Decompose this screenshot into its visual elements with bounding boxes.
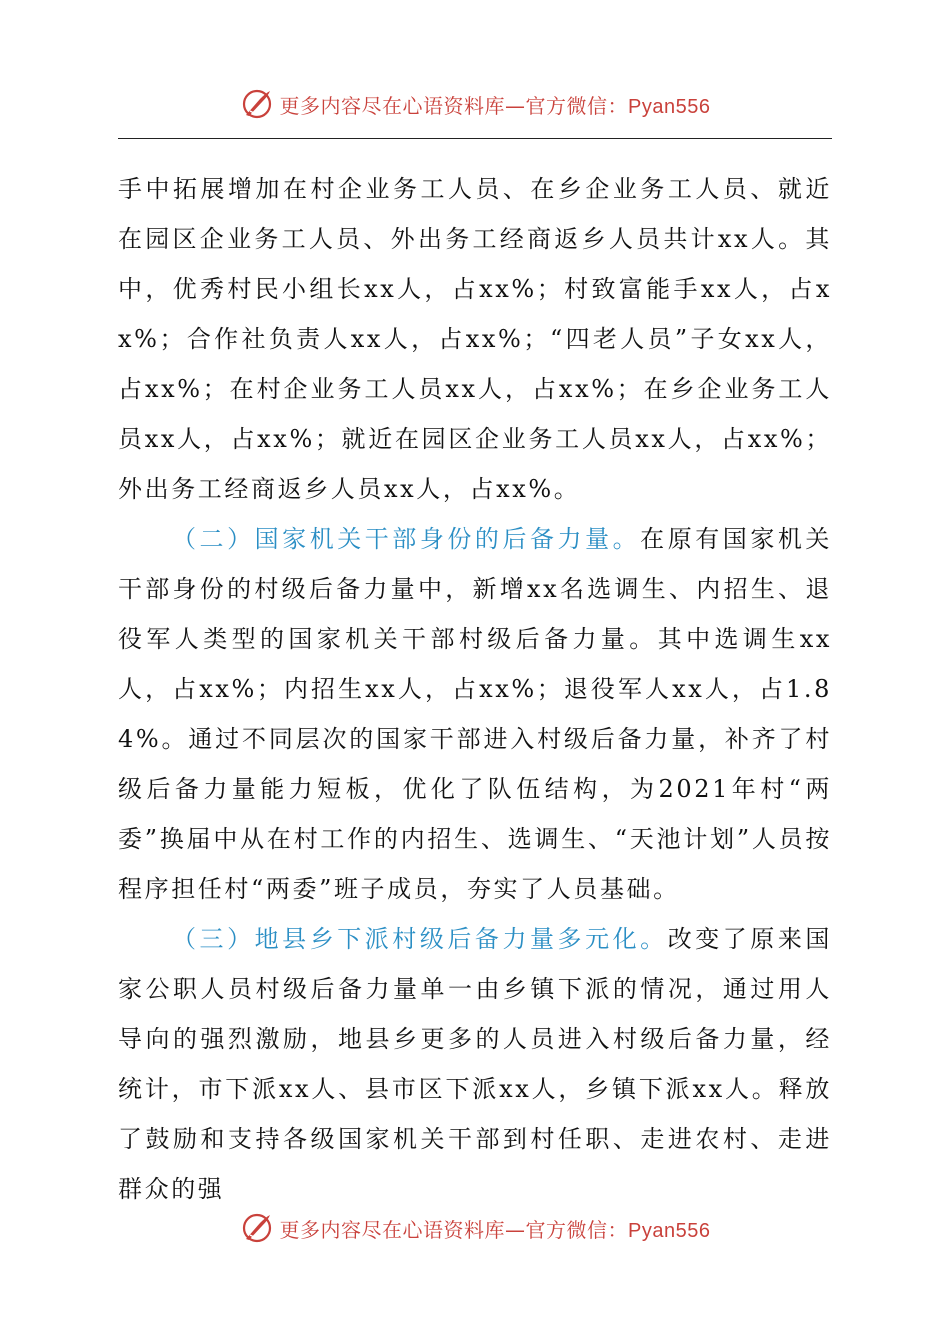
paragraph-1-text: 手中拓展增加在村企业务工人员、在乡企业务工人员、就近在园区企业务工人员、外出务工经商返乡人员共计xx人。其中，优秀村民小组长xx人，占xx%；村致富能手xx人，占xx%；合作社负责人xx人，占xx%；“四老人员”子女xx人，占xx%；在村企业务工人员xx人，占xx%；在乡企业务工人员xx人，占xx%；就近在园区企业务工人员xx人，占xx%；外出务工经商返乡人员xx人，占xx%。 — [118, 175, 832, 503]
banner-main-text: 更多内容尽在心语资料库 — [279, 93, 506, 118]
header-divider — [118, 138, 832, 139]
banner-dash: — — [505, 1217, 526, 1242]
paragraph-3-text: 改变了原来国家公职人员村级后备力量单一由乡镇下派的情况，通过用人导向的强烈激励，地县乡更多的人员进入村级后备力量，经统计，市下派xx人、县市区下派xx人，乡镇下派xx人。释放了鼓励和支持各级国家机关干部到村任职、走进农村、走进群众的强 — [118, 925, 832, 1203]
banner-wechat-label: 官方微信： — [525, 1217, 629, 1242]
banner-wechat-handle: Pyan556 — [628, 1219, 711, 1242]
banner-wechat-handle: Pyan556 — [628, 95, 711, 118]
footer-banner — [0, 1208, 950, 1248]
section-heading-2: （二）国家机关干部身份的后备力量。 — [172, 525, 641, 553]
banner-dash: — — [505, 93, 526, 118]
paragraph-2 — [118, 514, 832, 914]
paragraph-1 — [118, 164, 832, 514]
banner-main-text: 更多内容尽在心语资料库 — [279, 1217, 506, 1242]
section-heading-3: （三）地县乡下派村级后备力量多元化。 — [172, 925, 668, 953]
document-body — [118, 164, 832, 1214]
pen-quill-logo-icon — [240, 1211, 274, 1245]
banner-text — [280, 1214, 711, 1243]
header-banner — [0, 84, 950, 124]
banner-wechat-label: 官方微信： — [525, 93, 629, 118]
banner-text — [280, 90, 711, 119]
paragraph-2-text: 在原有国家机关干部身份的村级后备力量中，新增xx名选调生、内招生、退役军人类型的国家机关干部村级后备力量。其中选调生xx人，占xx%；内招生xx人，占xx%；退役军人xx人，占1.84%。通过不同层次的国家干部进入村级后备力量，补齐了村级后备力量能力短板，优化了队伍结构，为2021年村“两委”换届中从在村工作的内招生、选调生、“天池计划”人员按程序担任村“两委”班子成员，夯实了人员基础。 — [118, 525, 833, 903]
pen-quill-logo-icon — [240, 87, 274, 121]
paragraph-3 — [118, 914, 832, 1214]
